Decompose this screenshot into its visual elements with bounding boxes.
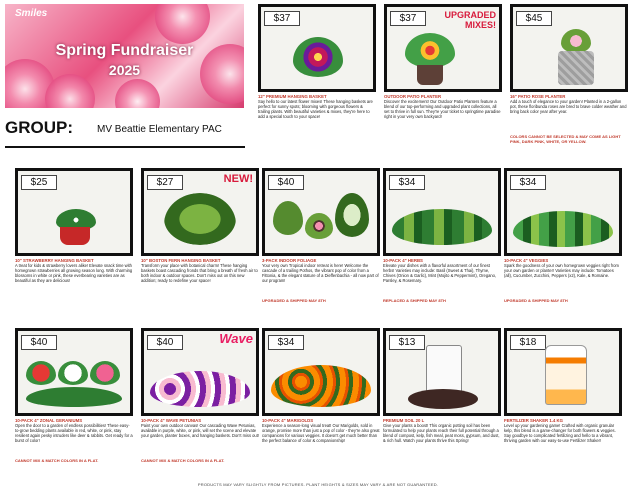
price-tag: $27 (147, 175, 183, 190)
product-card[interactable] (15, 328, 133, 463)
product-name: 16" PATIO ROSE PLANTER (510, 94, 566, 99)
product-note: UPGRADED & SHIPPED MAY 8TH (504, 298, 568, 303)
product-photo (15, 328, 133, 416)
petunias-image (150, 371, 250, 407)
soil-bag-image (426, 345, 462, 395)
group-value: MV Beattie Elementary PAC (97, 124, 222, 135)
pot-image (558, 51, 594, 85)
product-description: Transform your place with botanical charm! These hanging baskets boast cascading fronds that bring a breath of fresh air to both indoor & outdoor spaces. Don't miss out on this new addition; ready to redefine your space! (141, 263, 258, 283)
price-tag: $13 (389, 335, 425, 350)
product-note: COLORS CANNOT BE SELECTED & MAY COME AS LIGHT PINK, DARK PINK, WHITE, OR YELLOW. (510, 134, 621, 144)
footer-disclaimer: PRODUCTS MAY VARY SLIGHTLY FROM PICTURES. PLANT HEIGHTS & SIZES MAY VARY & ARE NOT GUARANTEED. (197, 482, 439, 487)
product-description: Give your plants a boost! This organic potting soil has been formulated to help your plants reach their full potential through a blend of compost, kelp, fish meal, peat moss, gypsum, and dust, & rich hull. Watch your plants thrive this Spring! (383, 423, 500, 443)
geranium-red-image (26, 361, 56, 385)
pot-image (60, 227, 90, 245)
herbs-image (392, 209, 492, 245)
price-tag: $25 (21, 175, 57, 190)
product-description: Experience a season-long visual treat! Our Marigolds, sold in orange, promise more than just a pop of color - they're also great companions for various veggies. It doesn't get much better than the perfect balance of color & companionship! (262, 423, 380, 443)
product-description: Discover the excitement! Our Outdoor Patio Planters feature a blend of our top-performing and upgraded plant collections, all set to thrive in full sun. They're your ticket to springtime paradise right in your very own backyard! (384, 99, 501, 119)
rose-image (561, 29, 591, 53)
product-photo (262, 168, 380, 256)
fittonia-image (305, 213, 333, 239)
header-banner (5, 4, 244, 108)
product-description: Open the door to a garden of endless possibilities! These easy-to-grow bedding plants available in red, white, or pink, stay resilient again pesky intruders like deer & rabbits. Get ready for a burst of color! (15, 423, 133, 443)
page-title: Spring Fundraiser (55, 42, 194, 59)
product-name: PREMIUM SOIL 20 L (383, 418, 425, 423)
product-photo (141, 328, 259, 416)
product-photo (141, 168, 259, 256)
pothos-image (273, 201, 303, 235)
price-tag: $34 (389, 175, 425, 190)
product-name: 10" BOSTON FERN HANGING BASKET (141, 258, 221, 263)
product-description: Level up your gardening game! Crafted with organic granular kelp, this blend is a game-changer for both flowers & veggies. Say goodbye to complicated fertilizing and hello to a vibrant, thriving garden with our easy-to-use Fertilizer Shaker! (504, 423, 616, 443)
patio-planter-image (405, 33, 455, 68)
product-name: 10" STRAWBERRY HANGING BASKET (15, 258, 94, 263)
fertilizer-jar-image (545, 345, 587, 405)
price-tag: $18 (510, 335, 546, 350)
product-description: Your very own Tropical indoor retreat is here! Welcome the cascade of a trailing Pothos, the vibrant pop of color from a Fittonia, & the elegant stature of a Dieffenbachia - all now part of our program! (262, 263, 379, 283)
product-name: 10-PACK 4" HERBS (383, 258, 423, 263)
product-card[interactable] (383, 328, 501, 458)
product-card[interactable] (510, 4, 628, 144)
foliage-image (26, 387, 122, 407)
price-tag: $40 (21, 335, 57, 350)
group-label: GROUP: (5, 118, 73, 137)
fern-image (164, 193, 236, 245)
product-description: Paint your own outdoor canvas! Our cascading Wave Petunias, available in purple, white, or pink, will set the scene and elevate your garden, planter boxes, and hanging baskets. Don't miss out! (141, 423, 259, 438)
product-description: Say hello to our latest flower mixes! These hanging baskets are perfect for sunny spots; blooming with gorgeous flowers & trailing plants. With beautiful varieties & mixes, they're here to add a special touch to your space! (258, 99, 373, 119)
product-card[interactable] (262, 328, 380, 458)
product-name: 10-PACK 4" WAVE PETUNIAS (141, 418, 202, 423)
product-photo (15, 168, 133, 256)
geranium-white-image (58, 361, 88, 385)
price-tag: $40 (268, 175, 304, 190)
product-description: Add a touch of elegance to your garden! Planted in a 2-gallon pot, these floribunda roses are bred to brave colder weather and bring back color year after year. (510, 99, 627, 114)
hanging-basket-image (293, 37, 343, 77)
price-tag: $34 (268, 335, 304, 350)
flower-image (115, 79, 160, 108)
product-name: 12" PREMIUM HANGING BASKET (258, 94, 327, 99)
product-card[interactable] (141, 328, 259, 463)
new-tag: NEW! (223, 173, 253, 185)
flower-image (155, 4, 210, 44)
product-note: UPGRADED & SHIPPED MAY 8TH (262, 298, 326, 303)
product-note: CANNOT MIX & MATCH COLORS IN A FLAT. (141, 458, 225, 463)
product-note: CANNOT MIX & MATCH COLORS IN A FLAT. (15, 458, 99, 463)
price-tag: $37 (264, 11, 300, 26)
soil-pile-image (408, 389, 478, 409)
upgraded-tag: UPGRADED MIXES! (444, 10, 496, 30)
product-card[interactable] (384, 4, 502, 134)
product-card[interactable] (504, 168, 622, 303)
product-name: 10-PACK 4" MARIGOLDS (262, 418, 314, 423)
product-description: A treat for kids & strawberry lovers alike! Elevate snack time with homegrown strawberries all growing season long. With charming blossoms in white or pink, these everbearing varieties are as beautiful as they are delicious! (15, 263, 133, 283)
page-year: 2025 (108, 62, 141, 78)
product-name: FERTILIZER SHAKER 1.4 KG (504, 418, 563, 423)
product-note: REPLACED & SHIPPED MAY 8TH (383, 298, 446, 303)
pot-image (417, 65, 443, 85)
veggies-image (513, 211, 613, 247)
price-tag: $45 (516, 11, 552, 26)
product-photo (258, 4, 376, 92)
product-card[interactable] (15, 168, 133, 298)
product-name: 10-PACK 4" ZONAL GERANIUMS (15, 418, 83, 423)
product-photo (262, 328, 380, 416)
wave-logo: Wave (219, 331, 253, 346)
product-name: OUTDOOR PATIO PLANTER (384, 94, 442, 99)
price-tag: $40 (147, 335, 183, 350)
marigolds-image (271, 365, 371, 407)
product-description: Spark the goodness of your own homegrown veggies right from your own garden or planter! Varieties may include: Tomatoes (all), Cucumber, Zucchini, Peppers (x2), Kale, & Romaine. (504, 263, 619, 278)
group-row (5, 112, 245, 150)
product-card[interactable] (258, 4, 376, 134)
product-photo (383, 168, 501, 256)
price-tag: $37 (390, 11, 426, 26)
geranium-pink-image (90, 361, 120, 385)
product-photo (504, 328, 622, 416)
brand-logo: Smiles (15, 8, 48, 19)
product-name: 3-PACK INDOOR FOLIAGE (262, 258, 317, 263)
dieffenbachia-image (335, 193, 369, 237)
product-photo (510, 4, 628, 92)
product-photo (383, 328, 501, 416)
product-card[interactable] (141, 168, 259, 298)
product-card[interactable] (262, 168, 380, 303)
product-card[interactable] (383, 168, 501, 303)
divider (5, 146, 245, 148)
product-photo (504, 168, 622, 256)
price-tag: $34 (510, 175, 546, 190)
product-name: 10-PACK 4" VEGGIES (504, 258, 549, 263)
product-photo (384, 4, 502, 92)
product-card[interactable] (504, 328, 622, 458)
product-description: Elevate your dishes with a flavorful assortment of our finest herbs! Varieties may include: Basil (Sweet & Thai), Thyme, Chives (Onion & Garlic), Mint (Mojito & Peppermint), Oregano, Parsley, & Rosemary. (383, 263, 497, 283)
